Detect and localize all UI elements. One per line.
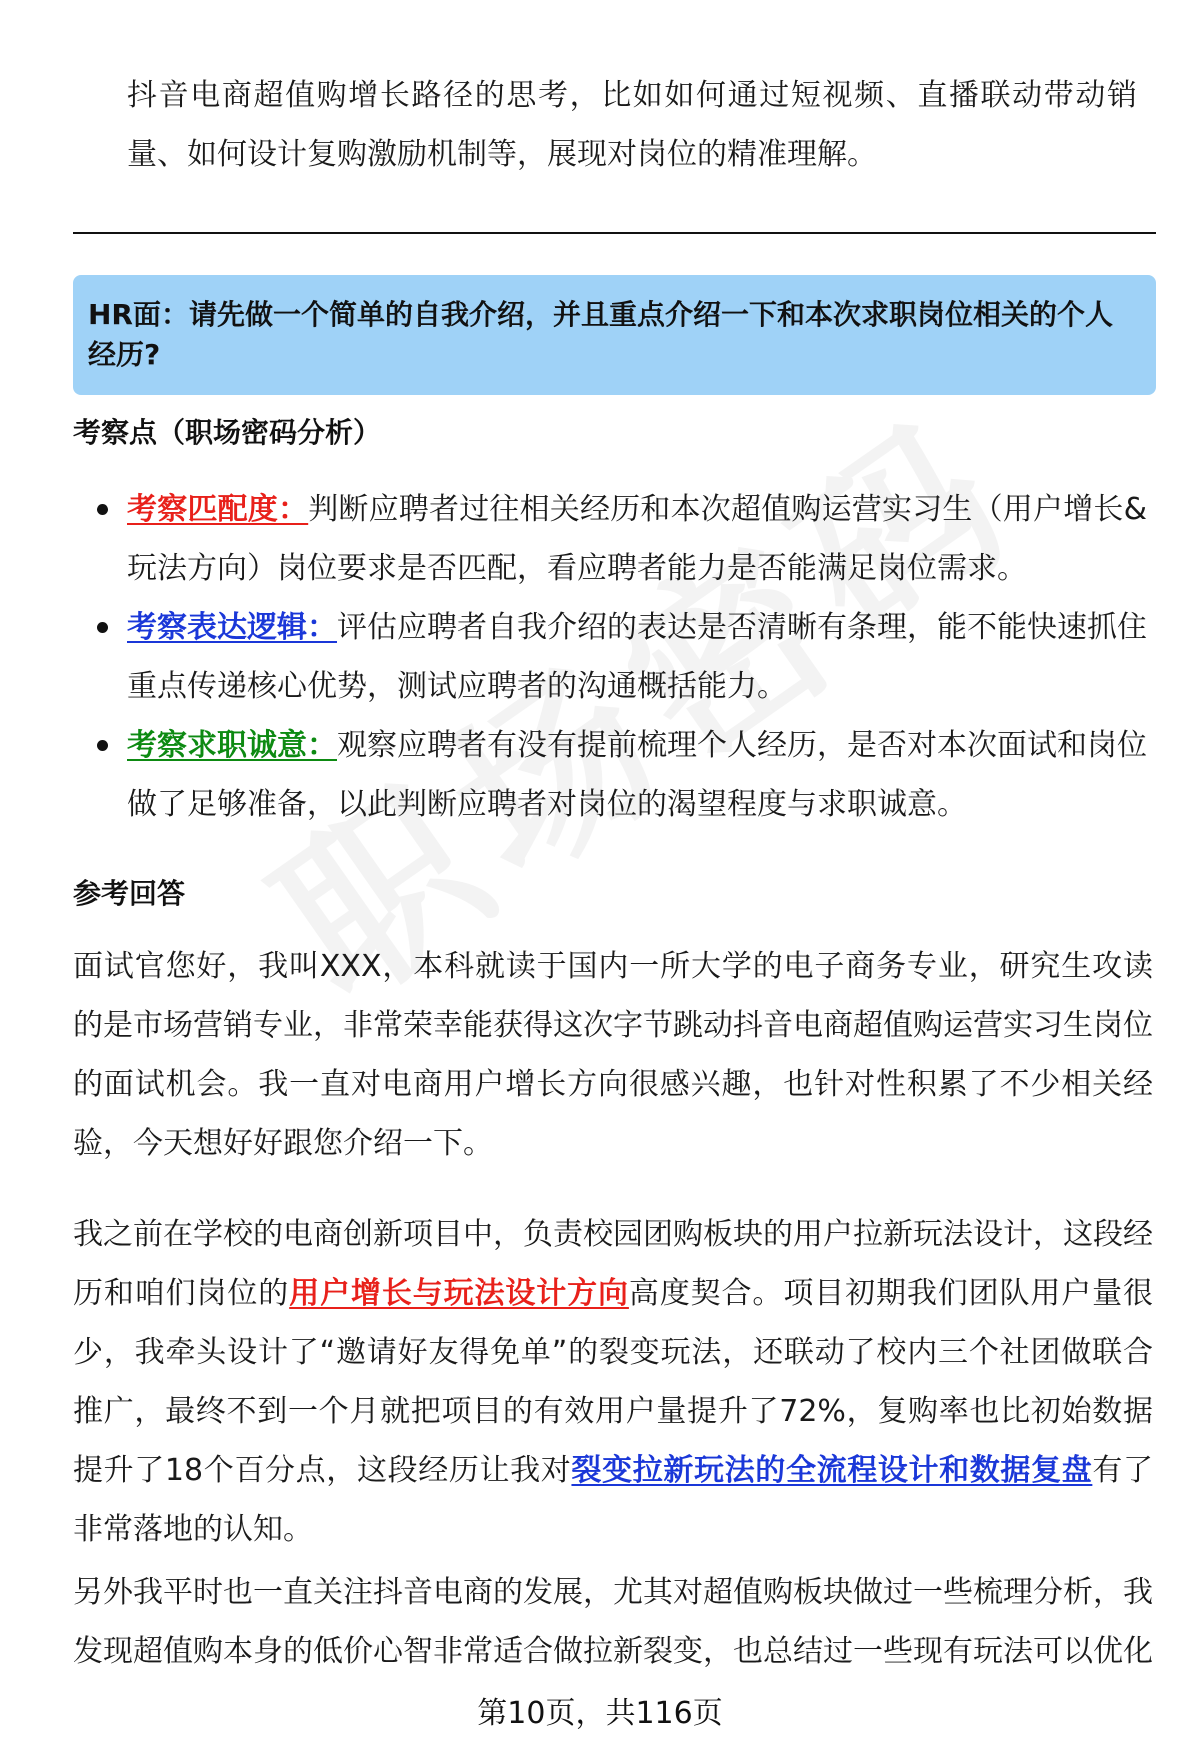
assessment-heading: 考察点（职场密码分析） — [73, 416, 382, 449]
answer-paragraph-2 — [73, 1205, 1153, 1559]
answer-paragraph-1: 面试官您好，我叫XXX，本科就读于国内一所大学的电子商务专业，研究生攻读的是市场营销专业，非常荣幸能获得这次字节跳动抖音电商超值购运营实习生岗位的面试机会。我一直对电商用户增长方向很感兴趣，也针对性积累了不少相关经验，今天想好好跟您介绍一下。 — [73, 949, 1153, 1161]
section-divider — [73, 232, 1156, 234]
answer-paragraph-3: 另外我平时也一直关注抖音电商的发展，尤其对超值购板块做过一些梳理分析，我发现超值购本身的低价心智非常适合做拉新裂变，也总结过一些现有玩法可以优化 — [73, 1575, 1153, 1669]
page-footer: 第10页，共116页 — [477, 1696, 723, 1731]
keyword-sincerity: 考察求职诚意： — [127, 728, 337, 763]
answer-text: 有了非常落地的认知。 — [73, 1453, 1154, 1547]
bullet-dot — [97, 740, 108, 751]
list-item-text: 判断应聘者过往相关经历和本次超值购运营实习生（用户增长&玩法方向）岗位要求是否匹配，看应聘者能力是否能满足岗位需求。 — [127, 492, 1147, 586]
hr-question: HR面：请先做一个简单的自我介绍，并且重点介绍一下和本次求职岗位相关的个人经历? — [88, 298, 1113, 371]
answer-text: 我之前在学校的电商创新项目中，负责校园团购板块的用户拉新玩法设计，这段经历和咱们岗位的 — [73, 1217, 1153, 1311]
keyword-logic: 考察表达逻辑： — [127, 610, 337, 645]
highlight-fission-design: 裂变拉新玩法的全流程设计和数据复盘 — [571, 1453, 1093, 1488]
list-item — [127, 480, 1147, 598]
highlight-growth-direction: 用户增长与玩法设计方向 — [289, 1276, 629, 1311]
answer-text: 高度契合。项目初期我们团队用户量很少，我牵头设计了“邀请好友得免单”的裂变玩法，还联动了校内三个社团做联合推广，最终不到一个月就把项目的有效用户量提升了72%，复购率也比初始数据提升了18个百分点，这段经历让我对 — [73, 1276, 1154, 1488]
list-item — [127, 598, 1147, 716]
list-item-text: 观察应聘者有没有提前梳理个人经历，是否对本次面试和岗位做了足够准备，以此判断应聘者对岗位的渴望程度与求职诚意。 — [127, 728, 1147, 822]
bullet-dot — [97, 622, 108, 633]
list-item — [127, 716, 1147, 834]
answer-heading: 参考回答 — [73, 877, 186, 910]
keyword-match: 考察匹配度： — [127, 492, 309, 527]
bullet-dot — [97, 504, 108, 515]
list-item-text: 评估应聘者自我介绍的表达是否清晰有条理，能不能快速抓住重点传递核心优势，测试应聘者的沟通概括能力。 — [127, 610, 1147, 704]
question-box — [73, 275, 1156, 395]
intro-paragraph: 抖音电商超值购增长路径的思考，比如如何通过短视频、直播联动带动销量、如何设计复购激励机制等，展现对岗位的精准理解。 — [127, 78, 1137, 172]
